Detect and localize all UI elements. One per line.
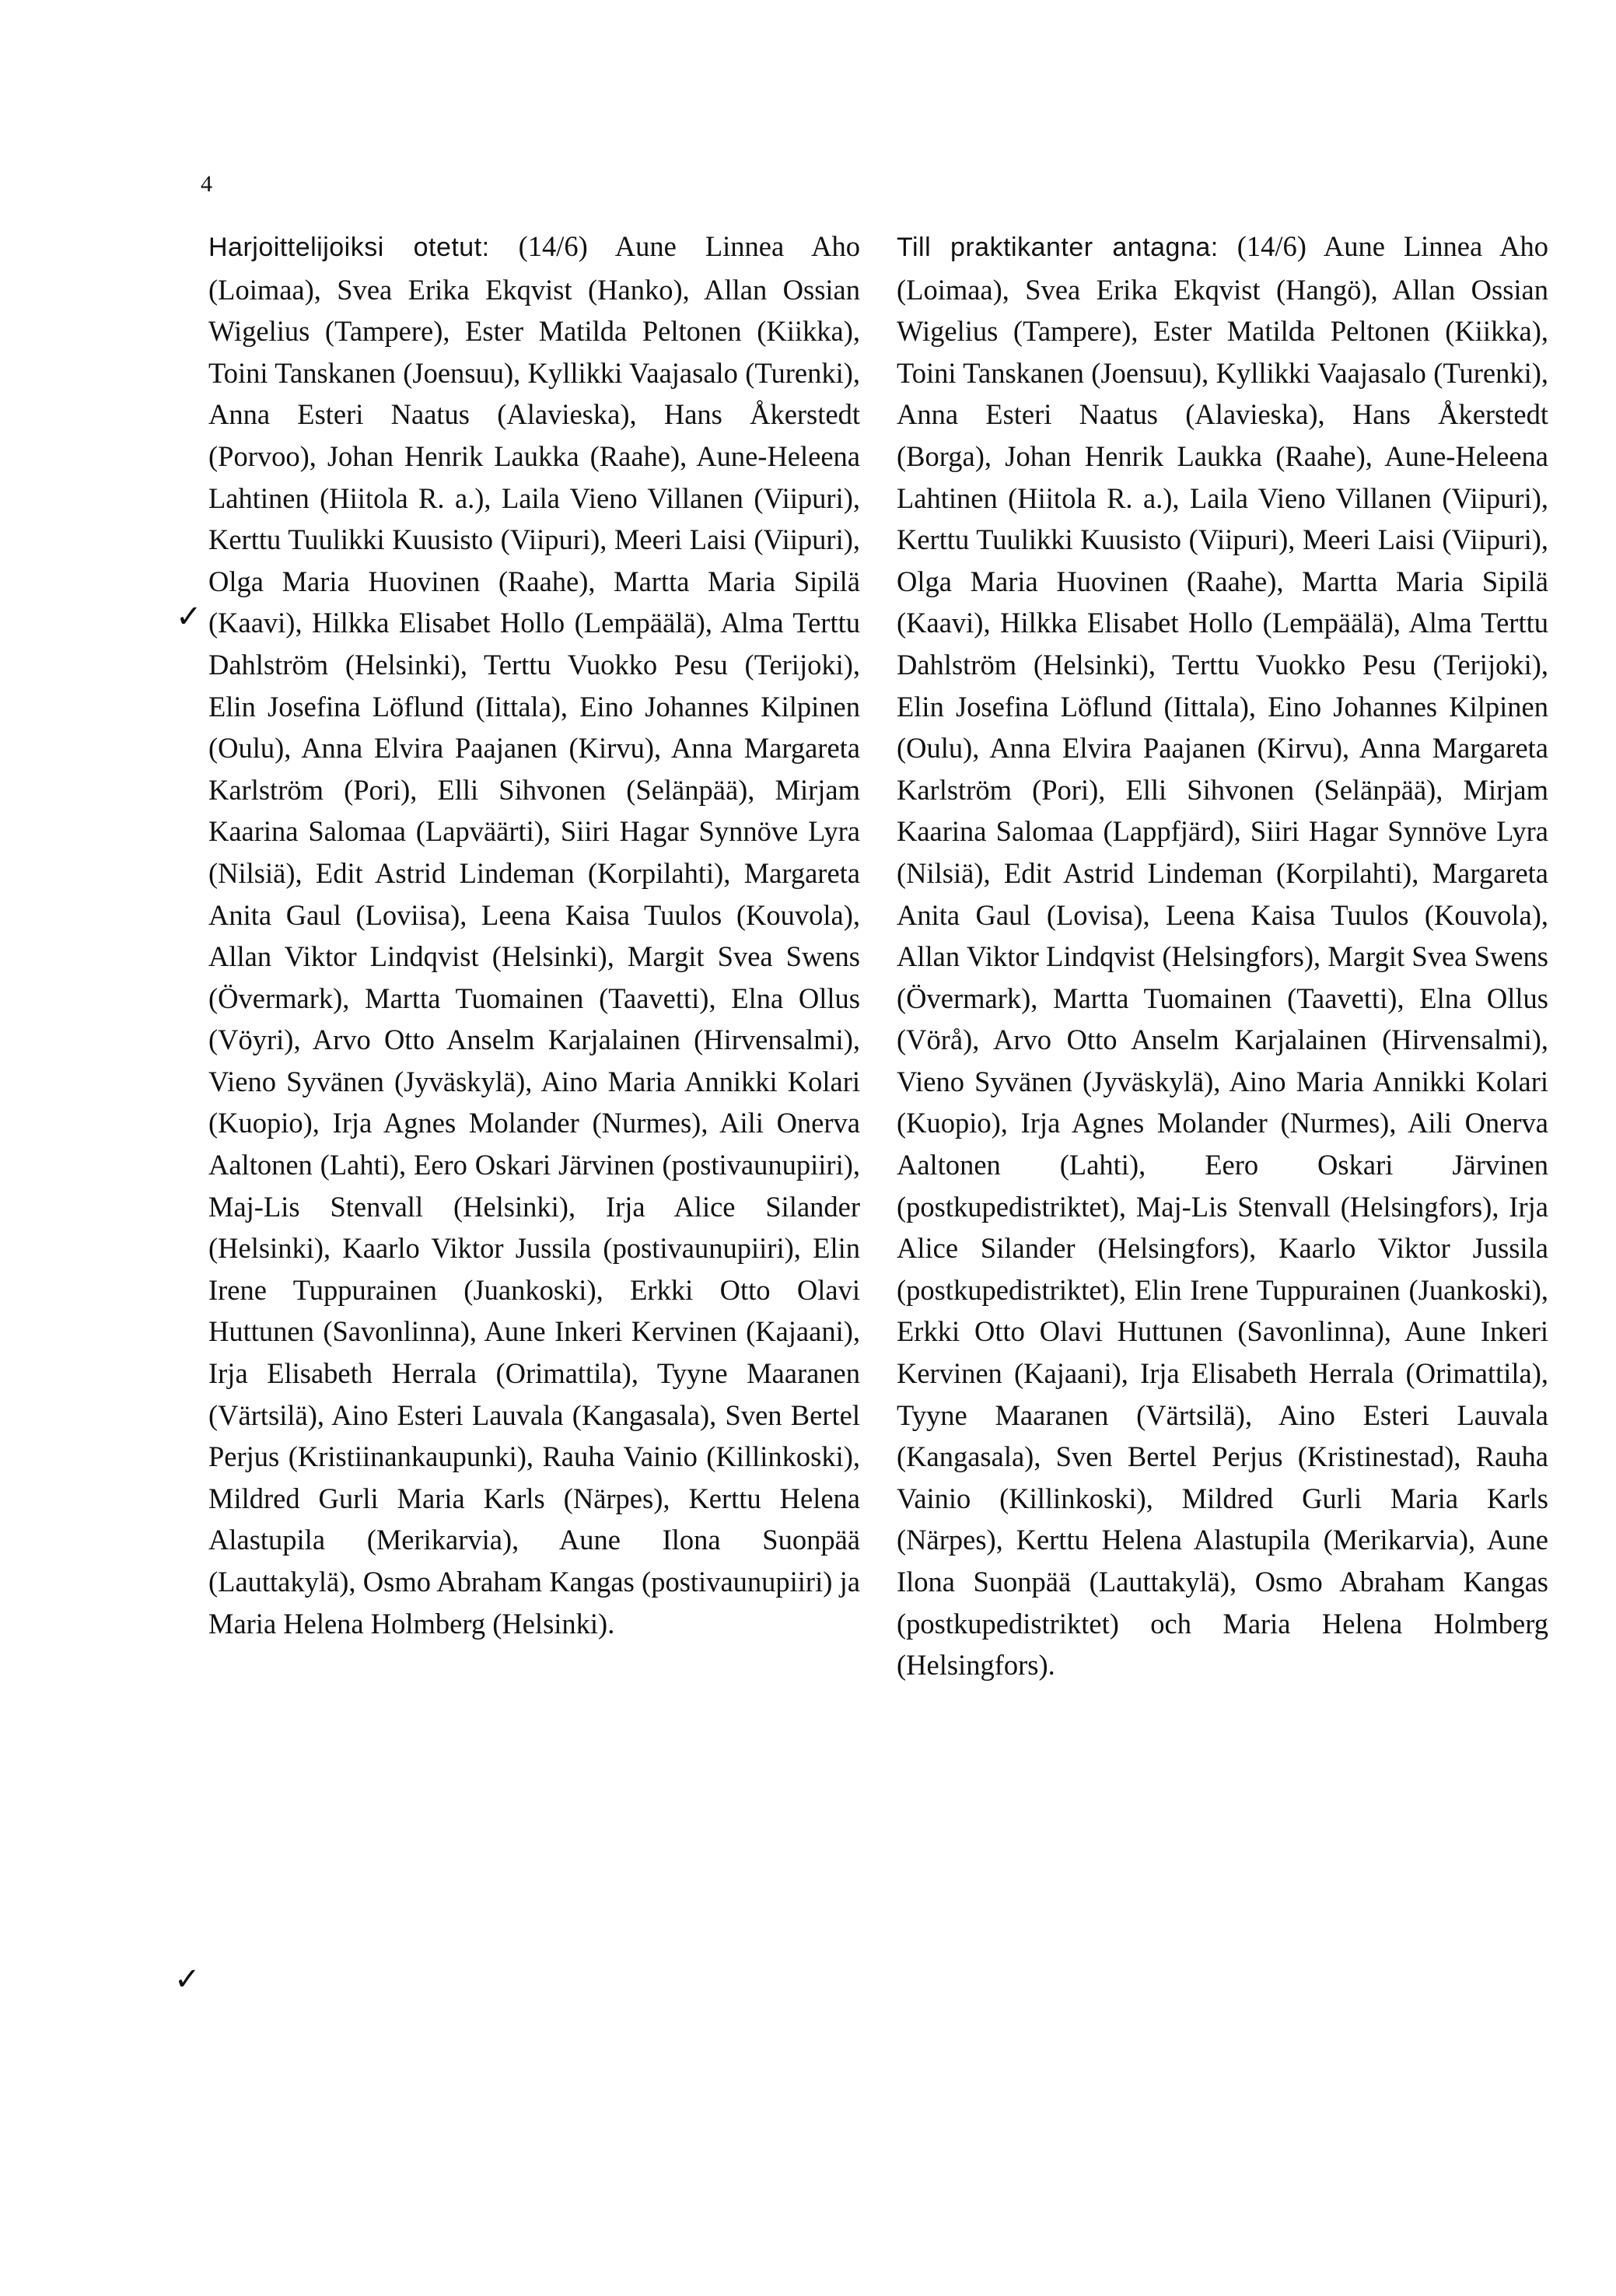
swedish-lead-heading: Till praktikanter antagna: [897, 233, 1219, 262]
swedish-trainee-list: (14/6) Aune Linnea Aho (Loimaa), Svea Erika Ekqvist (Hangö), Allan Ossian Wigelius (Tampere), Ester Matilda Peltonen (Kiikka), Toini Tanskanen (Joensuu), Kyllikki Vaajasalo (Turenki), Anna Esteri Naatus (Alavieska), Hans Åkerstedt (Borga), Johan Henrik Laukka (Raahe), Aune-Heleena Lahtinen (Hiitola R. a.), Laila Vieno Villanen (Viipuri), Kerttu Tuulikki Kuusisto (Viipuri), Meeri Laisi (Viipuri), Olga Maria Huovinen (Raahe), Martta Maria Sipilä (Kaavi), Hilkka Elisabet Hollo (Lempäälä), Alma Terttu Dahlström (Helsinki), Terttu Vuokko Pesu (Terijoki), Elin Josefina Löflund (Iittala), Eino Johannes Kilpinen (Oulu), Anna Elvira Paajanen (Kirvu), Anna Margareta Karlström (Pori), Elli Sihvonen (Selänpää), Mirjam Kaarina Salomaa (Lappfjärd), Siiri Hagar Synnöve Lyra (Nilsiä), Edit Astrid Lindeman (Korpilahti), Margareta Anita Gaul (Lovisa), Leena Kaisa Tuulos (Kouvola), Allan Viktor Lindqvist (Helsingfors), Margit Svea Swens (Övermark), Martta Tuomainen (Taavetti), Elna Ollus (Vörå), Arvo Otto Anselm Karjalainen (Hirvensalmi), Vieno Syvänen (Jyväskylä), Aino Maria Annikki Kolari (Kuopio), Irja Agnes Molander (Nurmes), Aili Onerva Aaltonen (Lahti), Eero Oskari Järvinen (postkupedistriktet), Maj-Lis Stenvall (Helsingfors), Irja Alice Silander (Helsingfors), Kaarlo Viktor Jussila (postkupedistriktet), Elin Irene Tuppurainen (Juankoski), Erkki Otto Olavi Huttunen (Savonlinna), Aune Inkeri Kervinen (Kajaani), Irja Elisabeth Herrala (Orimattila), Tyyne Maaranen (Värtsilä), Aino Esteri Lauvala (Kangasala), Sven Bertel Perjus (Kristinestad), Rauha Vainio (Killinkoski), Mildred Gurli Maria Karls (Närpes), Kerttu Helena Alastupila (Merikarvia), Aune Ilona Suonpää (Lauttakylä), Osmo Abraham Kangas (postkupedistriktet) och Maria Helena Holmberg (Helsingfors). [897, 230, 1548, 1682]
page-number: 4 [201, 171, 212, 197]
handwritten-check-mark: ✓ [176, 599, 202, 635]
finnish-column [208, 226, 860, 1644]
finnish-trainee-list: (14/6) Aune Linnea Aho (Loimaa), Svea Erika Ekqvist (Hanko), Allan Ossian Wigelius (Tampere), Ester Matilda Peltonen (Kiikka), Toini Tanskanen (Joensuu), Kyllikki Vaajasalo (Turenki), Anna Esteri Naatus (Alavieska), Hans Åkerstedt (Porvoo), Johan Henrik Laukka (Raahe), Aune-Heleena Lahtinen (Hiitola R. a.), Laila Vieno Villanen (Viipuri), Kerttu Tuulikki Kuusisto (Viipuri), Meeri Laisi (Viipuri), Olga Maria Huovinen (Raahe), Martta Maria Sipilä (Kaavi), Hilkka Elisabet Hollo (Lempäälä), Alma Terttu Dahlström (Helsinki), Terttu Vuokko Pesu (Terijoki), Elin Josefina Löflund (Iittala), Eino Johannes Kilpinen (Oulu), Anna Elvira Paajanen (Kirvu), Anna Margareta Karlström (Pori), Elli Sihvonen (Selänpää), Mirjam Kaarina Salomaa (Lapväärti), Siiri Hagar Synnöve Lyra (Nilsiä), Edit Astrid Lindeman (Korpilahti), Margareta Anita Gaul (Loviisa), Leena Kaisa Tuulos (Kouvola), Allan Viktor Lindqvist (Helsinki), Margit Svea Swens (Övermark), Martta Tuomainen (Taavetti), Elna Ollus (Vöyri), Arvo Otto Anselm Karjalainen (Hirvensalmi), Vieno Syvänen (Jyväskylä), Aino Maria Annikki Kolari (Kuopio), Irja Agnes Molander (Nurmes), Aili Onerva Aaltonen (Lahti), Eero Oskari Järvinen (postivaunupiiri), Maj-Lis Stenvall (Helsinki), Irja Alice Silander (Helsinki), Kaarlo Viktor Jussila (postivaunupiiri), Elin Irene Tuppurainen (Juankoski), Erkki Otto Olavi Huttunen (Savonlinna), Aune Inkeri Kervinen (Kajaani), Irja Elisabeth Herrala (Orimattila), Tyyne Maaranen (Värtsilä), Aino Esteri Lauvala (Kangasala), Sven Bertel Perjus (Kristiinankaupunki), Rauha Vainio (Killinkoski), Mildred Gurli Maria Karls (Närpes), Kerttu Helena Alastupila (Merikarvia), Aune Ilona Suonpää (Lauttakylä), Osmo Abraham Kangas (postivaunupiiri) ja Maria Helena Holmberg (Helsinki). [208, 230, 861, 1640]
swedish-column [897, 226, 1548, 1686]
finnish-lead-heading: Harjoittelijoiksi otetut: [208, 233, 490, 262]
handwritten-check-mark: ✓ [174, 1962, 201, 1997]
